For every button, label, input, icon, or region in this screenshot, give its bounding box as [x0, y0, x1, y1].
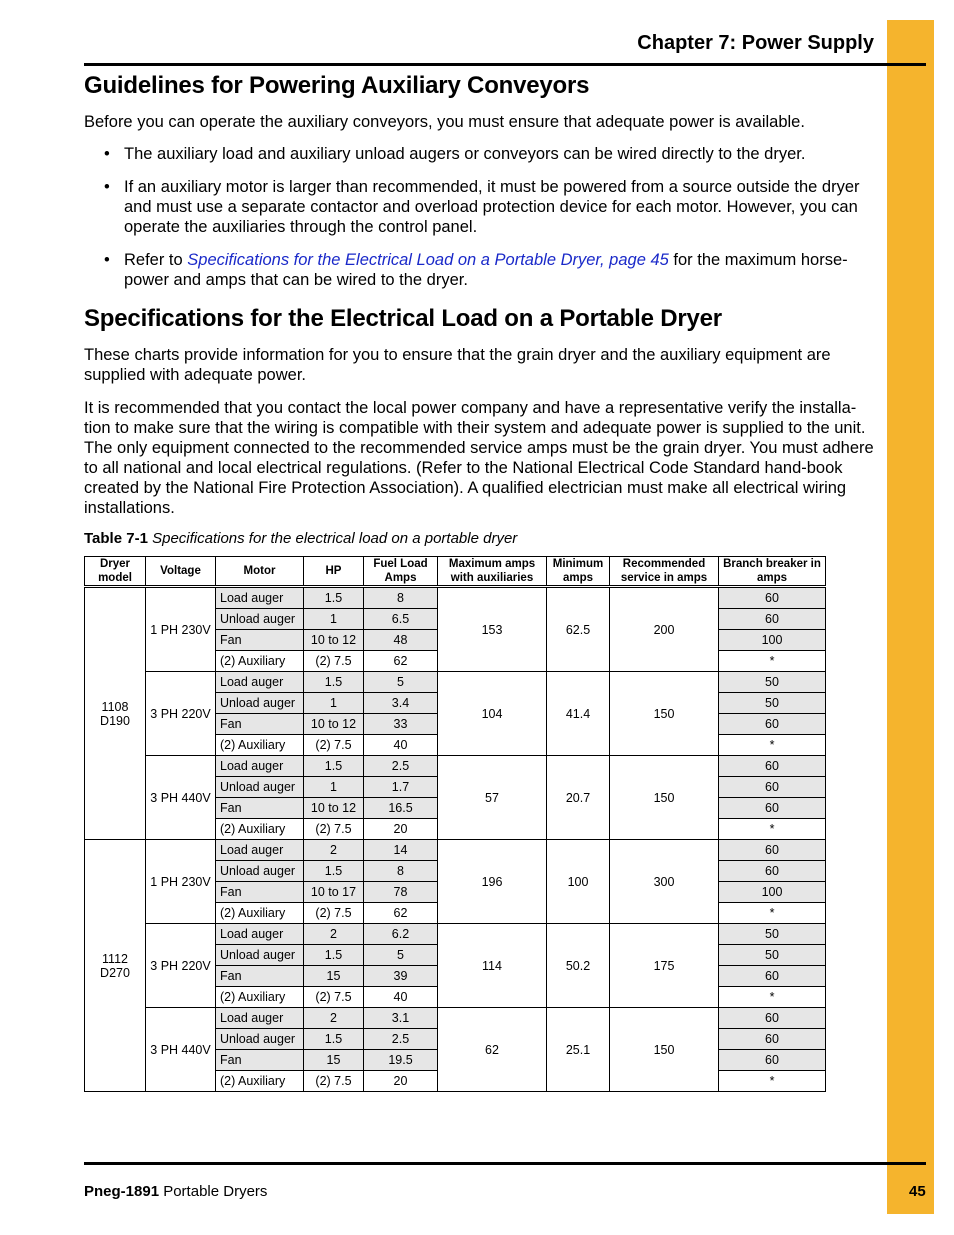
- dryer-model-cell: 1112 D270: [85, 840, 146, 1092]
- bullet-marker: •: [104, 145, 110, 163]
- column-header: Motor: [216, 557, 304, 587]
- branch-breaker-cell: 50: [719, 693, 826, 714]
- motor-cell: (2) Auxiliary: [216, 735, 304, 756]
- table-header-row: [85, 557, 826, 587]
- table-row: [85, 756, 826, 777]
- branch-breaker-cell: 60: [719, 798, 826, 819]
- bullet-marker: •: [104, 251, 110, 269]
- fuel-load-amps-cell: 6.5: [364, 609, 438, 630]
- chapter-side-tab: [887, 20, 934, 1214]
- max-amps-cell: 62: [438, 1008, 547, 1092]
- hp-cell: 10 to 17: [304, 882, 364, 903]
- document-number: Pneg-1891: [84, 1183, 160, 1200]
- section-title-guidelines: Guidelines for Powering Auxiliary Conveyors: [84, 72, 590, 99]
- max-amps-cell: 104: [438, 672, 547, 756]
- voltage-cell: 3 PH 440V: [146, 756, 216, 840]
- page-number: 45: [909, 1183, 926, 1200]
- specs-paragraph-1: These charts provide information for you to ensure that the grain dryer and the auxiliary equipment are supplied with adequate power.: [84, 346, 831, 384]
- motor-cell: (2) Auxiliary: [216, 987, 304, 1008]
- motor-cell: Fan: [216, 798, 304, 819]
- recommended-service-cell: 300: [610, 840, 719, 924]
- branch-breaker-cell: 50: [719, 672, 826, 693]
- document-title: Portable Dryers: [159, 1183, 268, 1200]
- branch-breaker-cell: *: [719, 987, 826, 1008]
- hp-cell: (2) 7.5: [304, 903, 364, 924]
- fuel-load-amps-cell: 16.5: [364, 798, 438, 819]
- branch-breaker-cell: 60: [719, 609, 826, 630]
- max-amps-cell: 57: [438, 756, 547, 840]
- branch-breaker-cell: 100: [719, 630, 826, 651]
- fuel-load-amps-cell: 40: [364, 987, 438, 1008]
- fuel-load-amps-cell: 5: [364, 945, 438, 966]
- electrical-load-table: [84, 556, 826, 1092]
- branch-breaker-cell: 60: [719, 840, 826, 861]
- hp-cell: 10 to 12: [304, 798, 364, 819]
- fuel-load-amps-cell: 6.2: [364, 924, 438, 945]
- motor-cell: (2) Auxiliary: [216, 1071, 304, 1092]
- hp-cell: (2) 7.5: [304, 987, 364, 1008]
- hp-cell: 1: [304, 777, 364, 798]
- fuel-load-amps-cell: 14: [364, 840, 438, 861]
- motor-cell: Load auger: [216, 756, 304, 777]
- motor-cell: (2) Auxiliary: [216, 903, 304, 924]
- motor-cell: Unload auger: [216, 693, 304, 714]
- fuel-load-amps-cell: 33: [364, 714, 438, 735]
- column-header: Minimum amps: [547, 557, 610, 587]
- hp-cell: (2) 7.5: [304, 819, 364, 840]
- branch-breaker-cell: 60: [719, 756, 826, 777]
- recommended-service-cell: 175: [610, 924, 719, 1008]
- fuel-load-amps-cell: 8: [364, 861, 438, 882]
- fuel-load-amps-cell: 20: [364, 1071, 438, 1092]
- fuel-load-amps-cell: 39: [364, 966, 438, 987]
- table-caption-label: Table 7-1: [84, 530, 148, 547]
- bullet-item: The auxiliary load and auxiliary unload augers or conveyors can be wired directly to the dryer.: [124, 145, 806, 163]
- hp-cell: 2: [304, 840, 364, 861]
- motor-cell: Fan: [216, 966, 304, 987]
- fuel-load-amps-cell: 5: [364, 672, 438, 693]
- fuel-load-amps-cell: 40: [364, 735, 438, 756]
- hp-cell: 1.5: [304, 672, 364, 693]
- footer-document: [84, 1183, 267, 1200]
- voltage-cell: 3 PH 220V: [146, 672, 216, 756]
- chapter-heading: Chapter 7: Power Supply: [637, 32, 874, 54]
- hp-cell: 1.5: [304, 861, 364, 882]
- motor-cell: Fan: [216, 630, 304, 651]
- motor-cell: Unload auger: [216, 609, 304, 630]
- branch-breaker-cell: 60: [719, 777, 826, 798]
- branch-breaker-cell: 60: [719, 1050, 826, 1071]
- motor-cell: Load auger: [216, 1008, 304, 1029]
- hp-cell: (2) 7.5: [304, 1071, 364, 1092]
- column-header: Recommended service in amps: [610, 557, 719, 587]
- hp-cell: (2) 7.5: [304, 735, 364, 756]
- table-row: [85, 924, 826, 945]
- branch-breaker-cell: *: [719, 819, 826, 840]
- voltage-cell: 3 PH 440V: [146, 1008, 216, 1092]
- header-rule: [84, 63, 926, 66]
- branch-breaker-cell: 50: [719, 945, 826, 966]
- motor-cell: (2) Auxiliary: [216, 819, 304, 840]
- fuel-load-amps-cell: 3.1: [364, 1008, 438, 1029]
- motor-cell: Unload auger: [216, 777, 304, 798]
- motor-cell: Unload auger: [216, 945, 304, 966]
- motor-cell: Unload auger: [216, 1029, 304, 1050]
- bullet-item: If an auxiliary motor is larger than recommended, it must be powered from a source outside the dryer and must use a separate contactor and overload protection device for each motor. However, you can operate the auxiliaries through the control panel.: [124, 178, 860, 236]
- column-header: HP: [304, 557, 364, 587]
- fuel-load-amps-cell: 62: [364, 903, 438, 924]
- table-caption: [84, 530, 517, 547]
- fuel-load-amps-cell: 20: [364, 819, 438, 840]
- table-row: [85, 840, 826, 861]
- motor-cell: Fan: [216, 714, 304, 735]
- fuel-load-amps-cell: 78: [364, 882, 438, 903]
- fuel-load-amps-cell: 3.4: [364, 693, 438, 714]
- voltage-cell: 1 PH 230V: [146, 587, 216, 672]
- fuel-load-amps-cell: 1.7: [364, 777, 438, 798]
- fuel-load-amps-cell: 19.5: [364, 1050, 438, 1071]
- min-amps-cell: 62.5: [547, 587, 610, 672]
- hp-cell: 15: [304, 966, 364, 987]
- branch-breaker-cell: 60: [719, 714, 826, 735]
- column-header: Fuel Load Amps: [364, 557, 438, 587]
- fuel-load-amps-cell: 8: [364, 587, 438, 609]
- min-amps-cell: 20.7: [547, 756, 610, 840]
- table-caption-text: Specifications for the electrical load on a portable dryer: [152, 530, 518, 547]
- fuel-load-amps-cell: 2.5: [364, 756, 438, 777]
- column-header: Maximum amps with auxiliaries: [438, 557, 547, 587]
- hp-cell: (2) 7.5: [304, 651, 364, 672]
- intro-paragraph: Before you can operate the auxiliary conveyors, you must ensure that adequate power is available.: [84, 113, 805, 131]
- max-amps-cell: 196: [438, 840, 547, 924]
- table-row: [85, 672, 826, 693]
- bullet-prefix: Refer to: [124, 251, 188, 269]
- motor-cell: Load auger: [216, 924, 304, 945]
- column-header: Branch breaker in amps: [719, 557, 826, 587]
- branch-breaker-cell: 60: [719, 966, 826, 987]
- recommended-service-cell: 200: [610, 587, 719, 672]
- motor-cell: Fan: [216, 882, 304, 903]
- min-amps-cell: 100: [547, 840, 610, 924]
- hp-cell: 10 to 12: [304, 630, 364, 651]
- branch-breaker-cell: 60: [719, 861, 826, 882]
- motor-cell: (2) Auxiliary: [216, 651, 304, 672]
- hp-cell: 15: [304, 1050, 364, 1071]
- branch-breaker-cell: 60: [719, 1008, 826, 1029]
- bullet-suffix: for the maximum horse-power and amps that can be wired to the dryer.: [124, 251, 848, 289]
- max-amps-cell: 153: [438, 587, 547, 672]
- branch-breaker-cell: 100: [719, 882, 826, 903]
- branch-breaker-cell: 60: [719, 587, 826, 609]
- branch-breaker-cell: 60: [719, 1029, 826, 1050]
- bullet-marker: •: [104, 178, 110, 196]
- fuel-load-amps-cell: 62: [364, 651, 438, 672]
- max-amps-cell: 114: [438, 924, 547, 1008]
- branch-breaker-cell: *: [719, 735, 826, 756]
- min-amps-cell: 41.4: [547, 672, 610, 756]
- column-header: Dryer model: [85, 557, 146, 587]
- motor-cell: Unload auger: [216, 861, 304, 882]
- fuel-load-amps-cell: 48: [364, 630, 438, 651]
- section-title-specifications: Specifications for the Electrical Load on a Portable Dryer: [84, 305, 722, 332]
- hp-cell: 10 to 12: [304, 714, 364, 735]
- motor-cell: Load auger: [216, 587, 304, 609]
- table-body: [85, 587, 826, 1092]
- motor-cell: Load auger: [216, 840, 304, 861]
- hp-cell: 1: [304, 609, 364, 630]
- voltage-cell: 1 PH 230V: [146, 840, 216, 924]
- recommended-service-cell: 150: [610, 1008, 719, 1092]
- bullet-item: [124, 250, 880, 290]
- recommended-service-cell: 150: [610, 756, 719, 840]
- motor-cell: Load auger: [216, 672, 304, 693]
- column-header: Voltage: [146, 557, 216, 587]
- branch-breaker-cell: *: [719, 903, 826, 924]
- branch-breaker-cell: *: [719, 651, 826, 672]
- min-amps-cell: 25.1: [547, 1008, 610, 1092]
- cross-reference-link[interactable]: Specifications for the Electrical Load on a Portable Dryer, page 45: [187, 251, 669, 269]
- hp-cell: 2: [304, 924, 364, 945]
- hp-cell: 1: [304, 693, 364, 714]
- branch-breaker-cell: *: [719, 1071, 826, 1092]
- hp-cell: 2: [304, 1008, 364, 1029]
- min-amps-cell: 50.2: [547, 924, 610, 1008]
- branch-breaker-cell: 50: [719, 924, 826, 945]
- hp-cell: 1.5: [304, 756, 364, 777]
- recommended-service-cell: 150: [610, 672, 719, 756]
- hp-cell: 1.5: [304, 1029, 364, 1050]
- footer-rule: [84, 1162, 926, 1165]
- table-row: [85, 1008, 826, 1029]
- fuel-load-amps-cell: 2.5: [364, 1029, 438, 1050]
- hp-cell: 1.5: [304, 587, 364, 609]
- voltage-cell: 3 PH 220V: [146, 924, 216, 1008]
- specs-paragraph-2: It is recommended that you contact the local power company and have a representative verify the installa-tion to make sure that the wiring is compatible with their system and adequate power is supplied to the unit. The only equipment connected to the recommended service amps must be the grain dryer. You must adhere to all national and local electrical regulations. (Refer to the National Electrical Code Standard hand-book created by the National Fire Protection Association). A qualified electrician must make all electrical wiring installations.: [84, 399, 874, 517]
- dryer-model-cell: 1108 D190: [85, 587, 146, 840]
- motor-cell: Fan: [216, 1050, 304, 1071]
- table-row: [85, 587, 826, 609]
- hp-cell: 1.5: [304, 945, 364, 966]
